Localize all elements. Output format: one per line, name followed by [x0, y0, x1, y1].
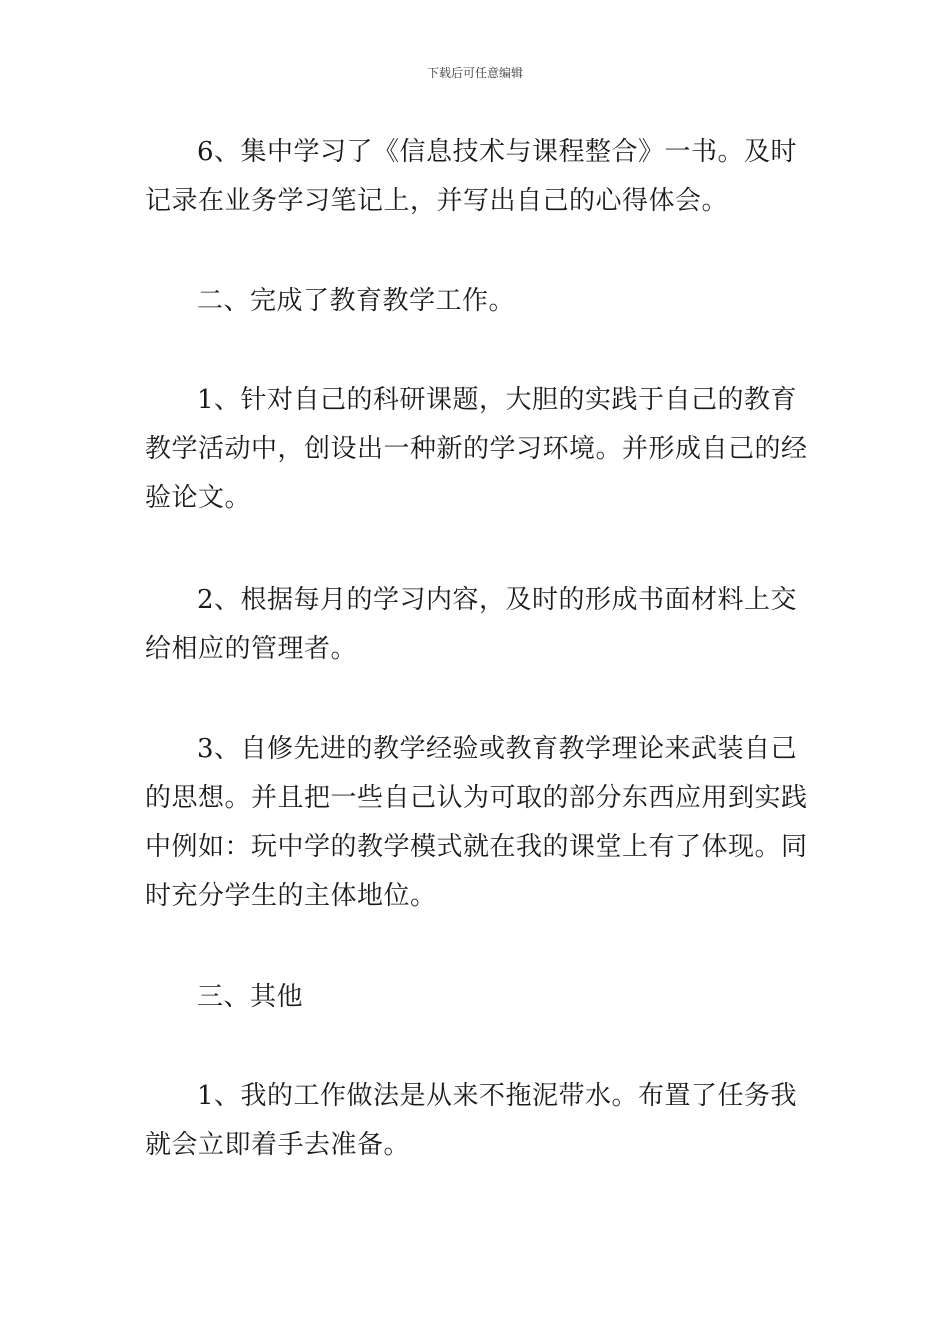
section-heading-teaching: 二、完成了教育教学工作。	[197, 286, 516, 316]
section-heading-other: 三、其他	[197, 982, 304, 1012]
paragraph-research-topic: 1、针对自己的科研课题，大胆的实践于自己的教育教学活动中，创设出一种新的学习环境。并形成自己的经验论文。	[145, 385, 808, 513]
paragraph-self-study: 3、自修先进的教学经验或教育教学理论来武装自己的思想。并且把一些自己认为可取的部分东西应用到实践中例如：玩中学的教学模式就在我的课堂上有了体现。同时充分学生的主体地位。	[145, 734, 808, 911]
page-header: 下载后可任意编辑	[426, 66, 523, 80]
paragraph-monthly-materials: 2、根据每月的学习内容，及时的形成书面材料上交给相应的管理者。	[145, 585, 798, 664]
paragraph-work-style: 1、我的工作做法是从来不拖泥带水。布置了任务我就会立即着手去准备。	[145, 1081, 798, 1160]
paragraph-study-book: 6、集中学习了《信息技术与课程整合》一书。及时记录在业务学习笔记上，并写出自己的心得体会。	[145, 137, 798, 216]
